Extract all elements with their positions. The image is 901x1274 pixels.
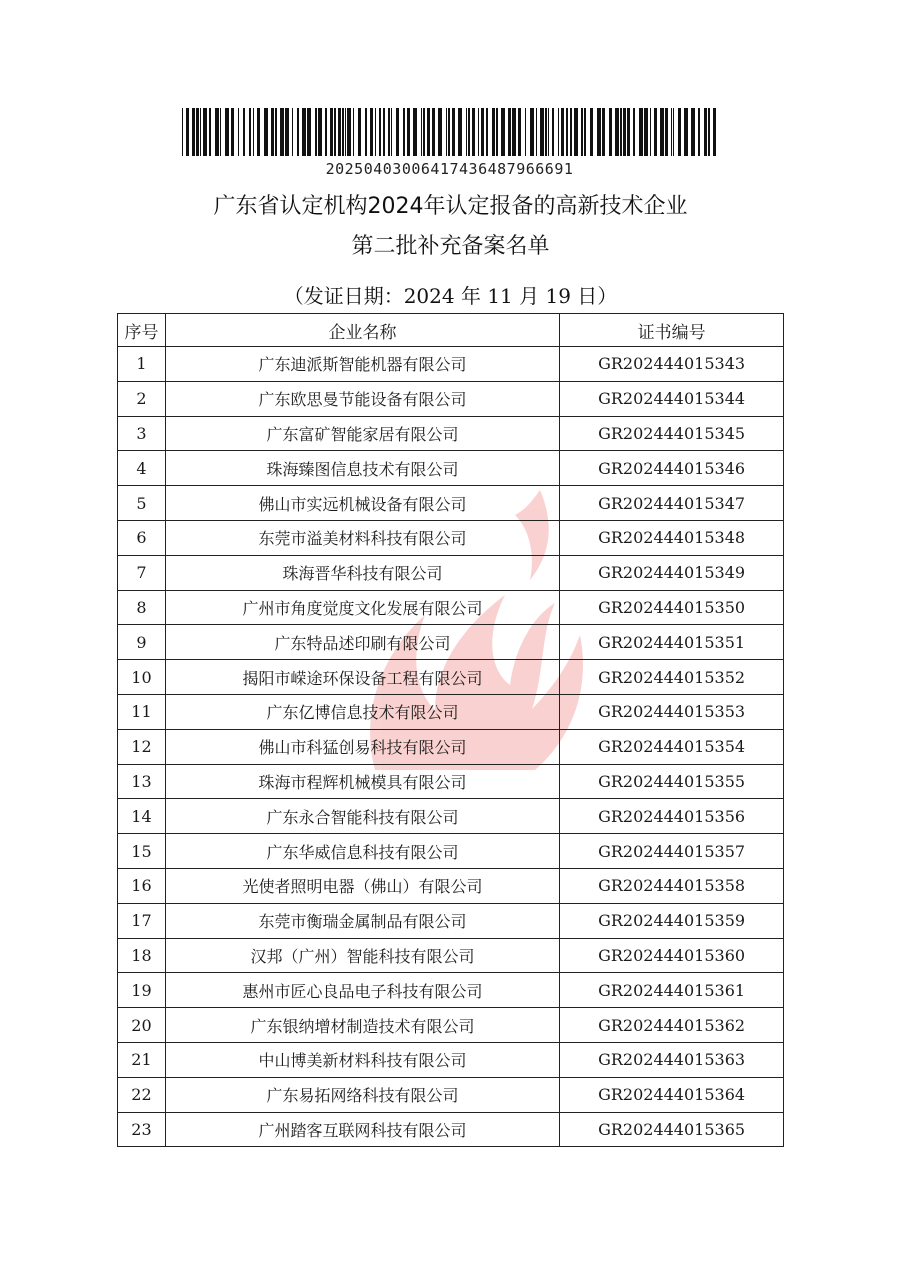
row-index: 4 xyxy=(118,451,166,486)
row-index: 5 xyxy=(118,486,166,521)
row-company: 珠海臻图信息技术有限公司 xyxy=(165,451,559,486)
row-index: 1 xyxy=(118,347,166,382)
row-company: 佛山市科猛创易科技有限公司 xyxy=(165,729,559,764)
table-row xyxy=(118,1112,784,1147)
row-certificate: GR202444015349 xyxy=(560,555,784,590)
table-row xyxy=(118,347,784,382)
row-certificate: GR202444015358 xyxy=(560,868,784,903)
row-certificate: GR202444015350 xyxy=(560,590,784,625)
row-certificate: GR202444015360 xyxy=(560,938,784,973)
row-company: 广东易拓网络科技有限公司 xyxy=(165,1077,559,1112)
row-certificate: GR202444015363 xyxy=(560,1042,784,1077)
row-index: 9 xyxy=(118,625,166,660)
table-body xyxy=(118,347,784,1147)
row-company: 广东欧思曼节能设备有限公司 xyxy=(165,381,559,416)
table-row xyxy=(118,694,784,729)
table-row xyxy=(118,625,784,660)
row-certificate: GR202444015354 xyxy=(560,729,784,764)
row-index: 6 xyxy=(118,520,166,555)
row-company: 广东富矿智能家居有限公司 xyxy=(165,416,559,451)
table-row xyxy=(118,555,784,590)
issue-date: （发证日期：2024 年 11 月 19 日） xyxy=(283,284,618,308)
row-index: 11 xyxy=(118,694,166,729)
row-certificate: GR202444015346 xyxy=(560,451,784,486)
row-index: 7 xyxy=(118,555,166,590)
table-row xyxy=(118,486,784,521)
row-company: 广东华威信息科技有限公司 xyxy=(165,834,559,869)
table-row xyxy=(118,834,784,869)
row-index: 20 xyxy=(118,1008,166,1043)
document-subtitle: 第二批补充备案名单 xyxy=(351,234,550,259)
row-certificate: GR202444015365 xyxy=(560,1112,784,1147)
row-index: 18 xyxy=(118,938,166,973)
table-row xyxy=(118,1077,784,1112)
row-certificate: GR202444015355 xyxy=(560,764,784,799)
table-row xyxy=(118,729,784,764)
row-index: 15 xyxy=(118,834,166,869)
table-row xyxy=(118,764,784,799)
row-index: 16 xyxy=(118,868,166,903)
row-index: 13 xyxy=(118,764,166,799)
row-index: 8 xyxy=(118,590,166,625)
table-row xyxy=(118,973,784,1008)
row-index: 2 xyxy=(118,381,166,416)
table-row xyxy=(118,660,784,695)
row-certificate: GR202444015352 xyxy=(560,660,784,695)
row-company: 珠海晋华科技有限公司 xyxy=(165,555,559,590)
row-company: 广州踏客互联网科技有限公司 xyxy=(165,1112,559,1147)
table-row xyxy=(118,416,784,451)
row-company: 广州市角度觉度文化发展有限公司 xyxy=(165,590,559,625)
row-index: 3 xyxy=(118,416,166,451)
row-index: 21 xyxy=(118,1042,166,1077)
table-row xyxy=(118,451,784,486)
row-index: 10 xyxy=(118,660,166,695)
table-row xyxy=(118,1008,784,1043)
table-row xyxy=(118,520,784,555)
barcode-number: 20250403006417436487966691 xyxy=(325,160,574,178)
enterprise-table xyxy=(117,313,784,1147)
table-row xyxy=(118,590,784,625)
row-index: 17 xyxy=(118,903,166,938)
row-index: 19 xyxy=(118,973,166,1008)
row-index: 12 xyxy=(118,729,166,764)
row-certificate: GR202444015359 xyxy=(560,903,784,938)
row-certificate: GR202444015364 xyxy=(560,1077,784,1112)
row-certificate: GR202444015351 xyxy=(560,625,784,660)
table-header-row xyxy=(118,314,784,347)
row-certificate: GR202444015347 xyxy=(560,486,784,521)
document-title: 广东省认定机构2024年认定报备的高新技术企业 xyxy=(213,194,688,219)
row-index: 22 xyxy=(118,1077,166,1112)
row-company: 揭阳市嵘途环保设备工程有限公司 xyxy=(165,660,559,695)
table-row xyxy=(118,868,784,903)
table-row xyxy=(118,381,784,416)
row-certificate: GR202444015353 xyxy=(560,694,784,729)
row-certificate: GR202444015362 xyxy=(560,1008,784,1043)
row-certificate: GR202444015344 xyxy=(560,381,784,416)
barcode-graphic xyxy=(182,108,717,156)
row-company: 光使者照明电器（佛山）有限公司 xyxy=(165,868,559,903)
row-certificate: GR202444015345 xyxy=(560,416,784,451)
row-company: 广东永合智能科技有限公司 xyxy=(165,799,559,834)
row-company: 广东特品述印刷有限公司 xyxy=(165,625,559,660)
row-company: 广东亿博信息技术有限公司 xyxy=(165,694,559,729)
row-company: 东莞市溢美材料科技有限公司 xyxy=(165,520,559,555)
row-index: 14 xyxy=(118,799,166,834)
row-company: 珠海市程辉机械模具有限公司 xyxy=(165,764,559,799)
table-row xyxy=(118,938,784,973)
row-company: 佛山市实远机械设备有限公司 xyxy=(165,486,559,521)
header-company: 企业名称 xyxy=(165,314,559,347)
table-row xyxy=(118,799,784,834)
row-certificate: GR202444015361 xyxy=(560,973,784,1008)
row-company: 东莞市衡瑞金属制品有限公司 xyxy=(165,903,559,938)
row-index: 23 xyxy=(118,1112,166,1147)
table-row xyxy=(118,1042,784,1077)
header-certificate: 证书编号 xyxy=(560,314,784,347)
row-company: 广东银纳增材制造技术有限公司 xyxy=(165,1008,559,1043)
row-company: 汉邦（广州）智能科技有限公司 xyxy=(165,938,559,973)
row-company: 中山博美新材料科技有限公司 xyxy=(165,1042,559,1077)
row-certificate: GR202444015357 xyxy=(560,834,784,869)
row-company: 惠州市匠心良品电子科技有限公司 xyxy=(165,973,559,1008)
row-certificate: GR202444015348 xyxy=(560,520,784,555)
header-index: 序号 xyxy=(118,314,166,347)
table-row xyxy=(118,903,784,938)
row-certificate: GR202444015356 xyxy=(560,799,784,834)
row-company: 广东迪派斯智能机器有限公司 xyxy=(165,347,559,382)
row-certificate: GR202444015343 xyxy=(560,347,784,382)
